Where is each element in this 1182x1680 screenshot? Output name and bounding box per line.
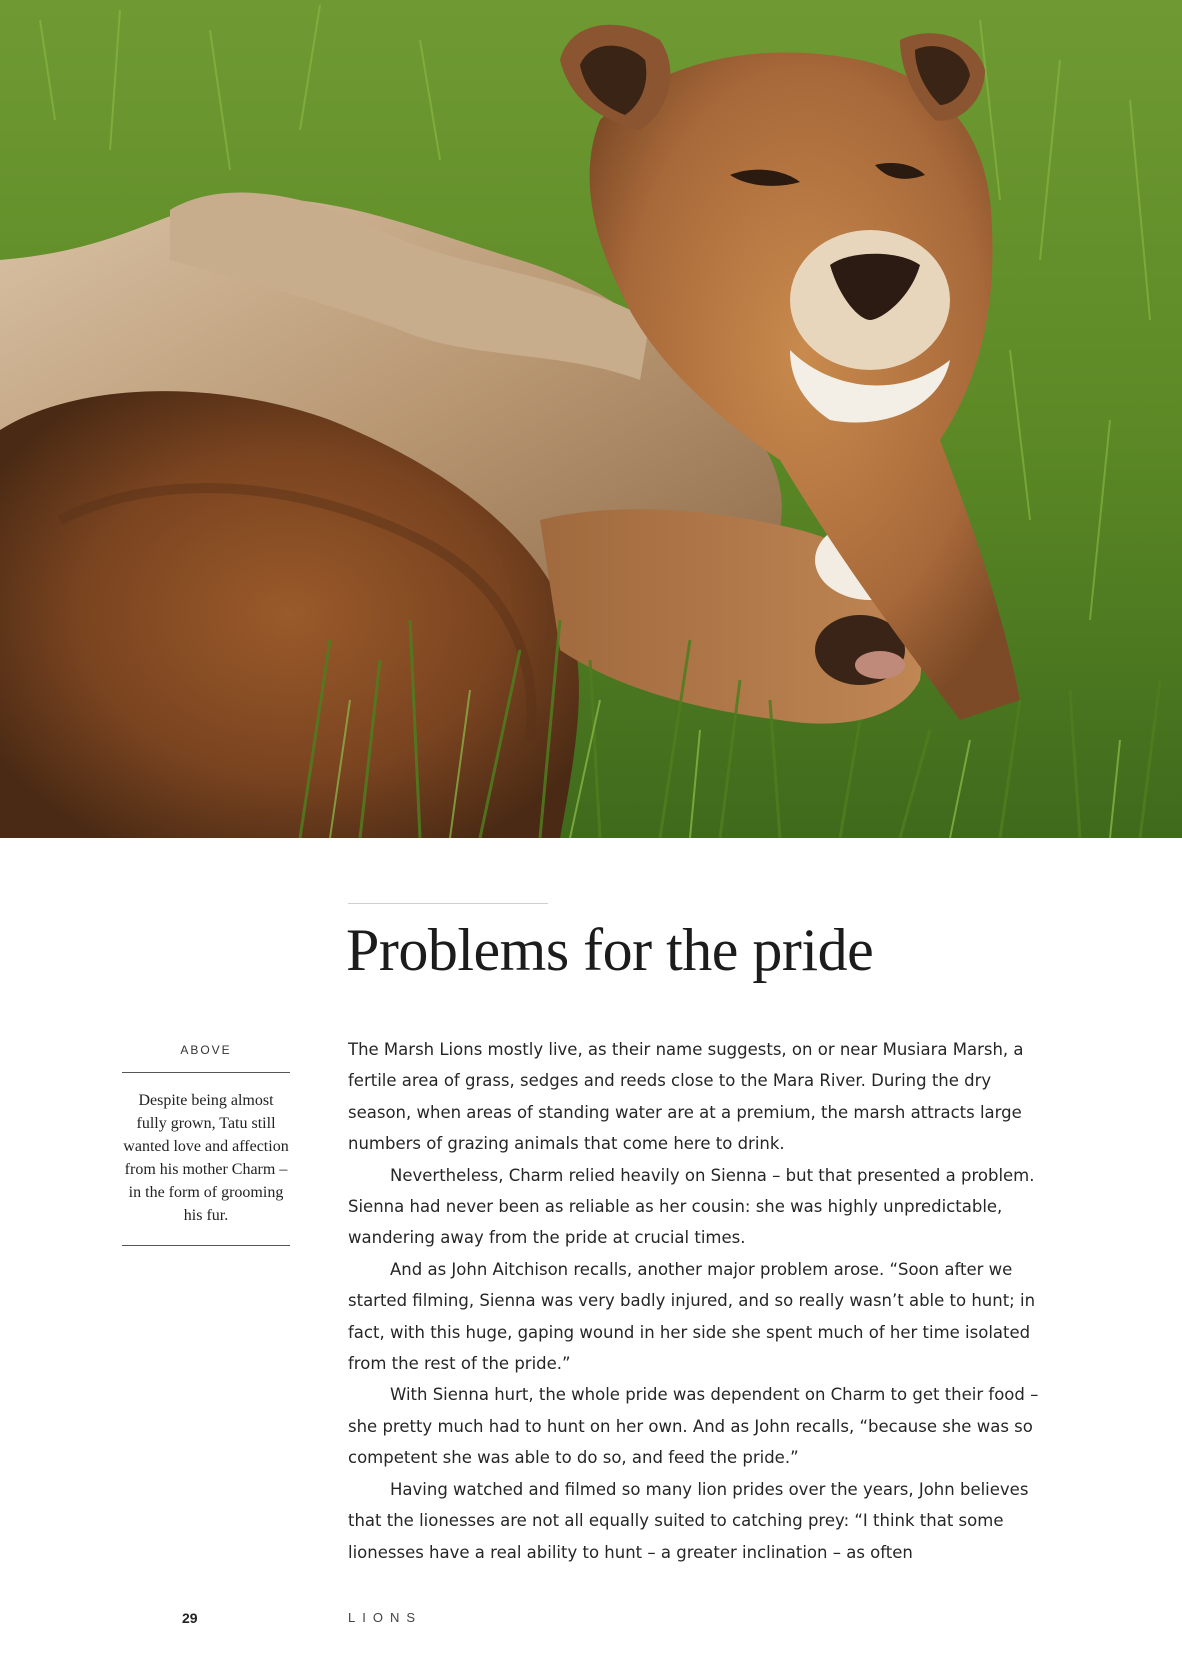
page-title: Problems for the pride	[346, 917, 874, 983]
paragraph: Having watched and filmed so many lion prides over the years, John believes that the lionesses are not all equally suited to catching prey: “I think that some lionesses have a real ability to hunt – a greater inclination – as often	[348, 1479, 1029, 1562]
running-footer: LIONS	[348, 1610, 423, 1625]
paragraph: Nevertheless, Charm relied heavily on Sienna – but that presented a problem. Sienna had never been as reliable as her cousin: she was highly unpredictable, wandering away from the pride at crucial times.	[348, 1165, 1035, 1248]
page-number: 29	[182, 1610, 198, 1626]
caption-label: ABOVE	[180, 1043, 232, 1057]
title-top-rule	[348, 903, 548, 904]
paragraph: And as John Aitchison recalls, another major problem arose. “Soon after we started filming, Sienna was very badly injured, and so really wasn’t able to hunt; in fact, with this huge, gaping wound in her side she spent much of her time isolated from the rest of the pride.”	[348, 1259, 1036, 1374]
lions-photo	[0, 0, 1182, 838]
caption-text: Despite being almost fully grown, Tatu still wanted love and affection from his mother Charm – in the form of grooming his fur.	[123, 1092, 289, 1224]
photo-caption	[122, 1040, 290, 1246]
caption-rule-bottom	[122, 1245, 290, 1246]
paragraph: With Sienna hurt, the whole pride was dependent on Charm to get their food – she pretty much had to hunt on her own. And as John recalls, “because she was so competent she was able to do so, and feed the pride.”	[348, 1385, 1039, 1468]
paragraph: The Marsh Lions mostly live, as their name suggests, on or near Musiara Marsh, a fertile area of grass, sedges and reeds close to the Mara River. During the dry season, when areas of standing water are at a premium, the marsh attracts large numbers of grazing animals that come here to drink.	[348, 1040, 1024, 1154]
article-body	[348, 1034, 1056, 1568]
